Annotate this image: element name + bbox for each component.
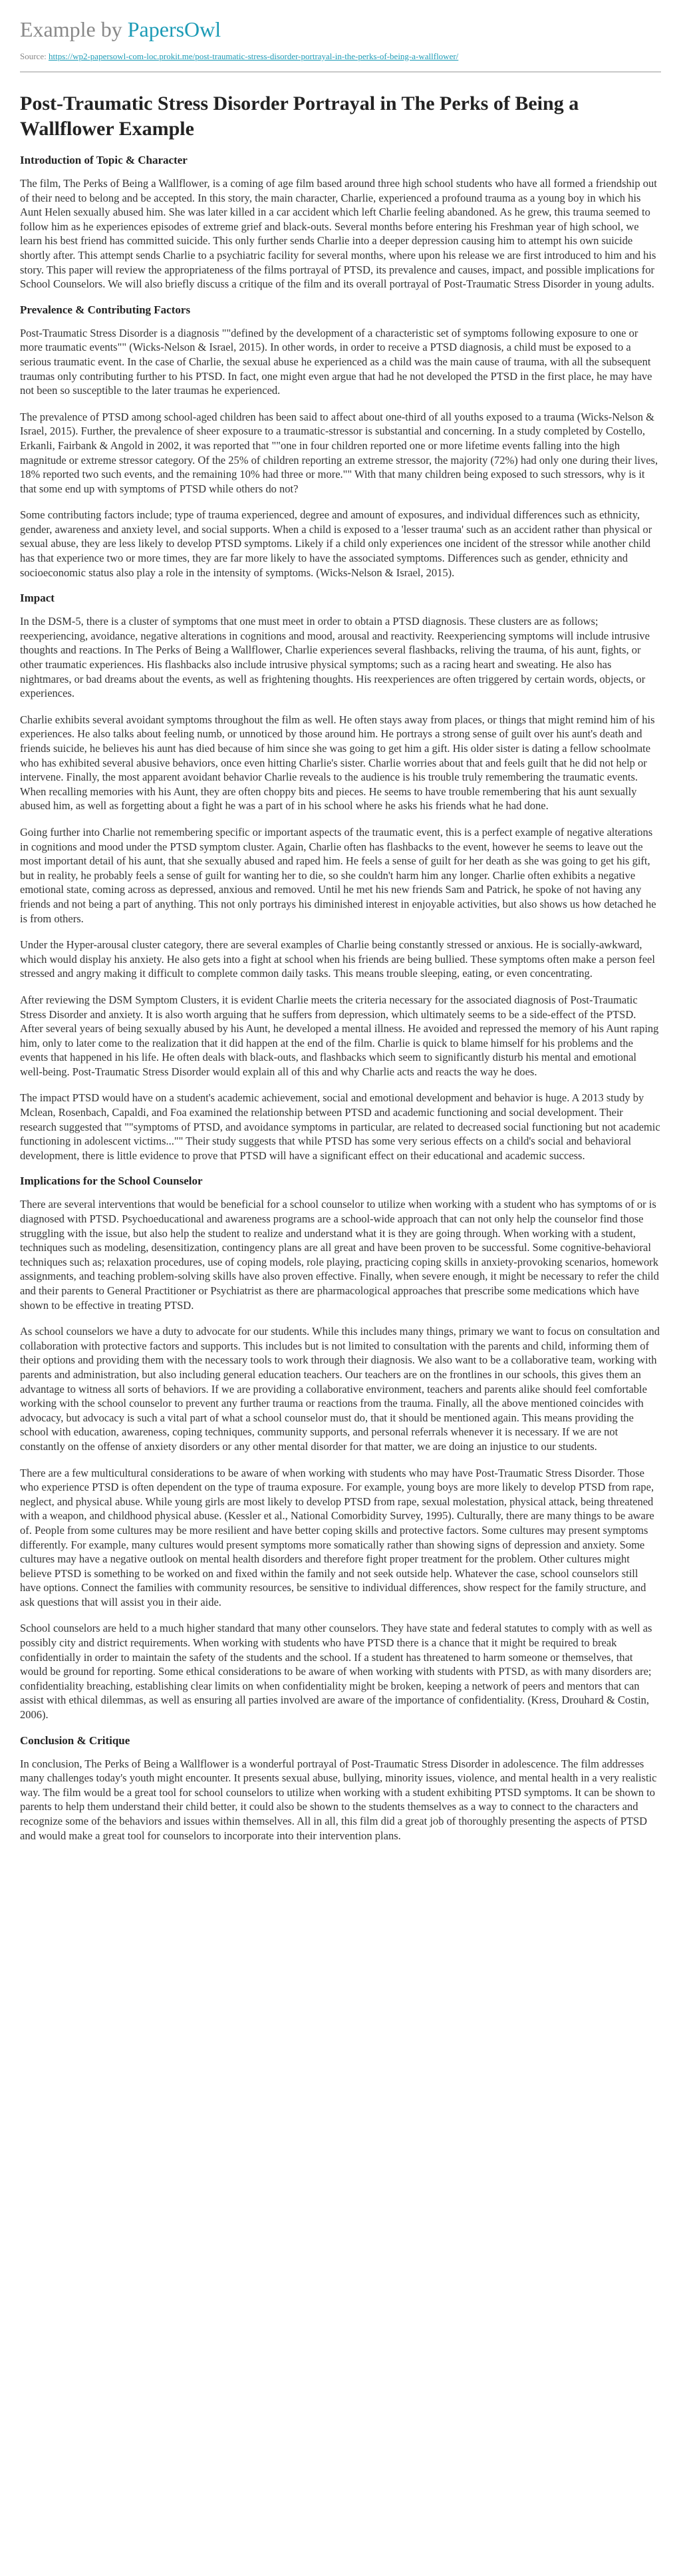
source-line xyxy=(20,51,661,62)
paragraph: Post-Traumatic Stress Disorder is a diagnosis ""defined by the development of a characteristic set of symptoms following exposure to one or more traumatic events"" (Wicks-Nelson & Israel, 2015). In other words, in order to receive a PTSD diagnosis, a child must be exposed to a serious traumatic event. In the case of Charlie, the sexual abuse he experienced as a child was the main cause of trauma, with all the subsequent traumas only contributing further to his PTSD. In fact, one might even argue that had he not developed the PTSD in the first place, he may have not been so susceptible to the later traumas he experienced. xyxy=(20,326,652,397)
paragraph: Under the Hyper-arousal cluster category, there are several examples of Charlie being constantly stressed or anxious. He is socially-awkward, which would display his anxiety. He also gets into a fight at school when his friends are being bullied. These symptoms often make a person feel stressed and angry making it difficult to complete common daily tasks. This means trouble sleeping, eating, or even concentrating. xyxy=(20,938,655,980)
paragraph: There are a few multicultural considerations to be aware of when working with students who may have Post-Traumatic Stress Disorder. Those who experience PTSD is often dependent on the type of trauma exposure. For example, young boys are more likely to develop PTSD from rape, neglect, and physical abuse. While young girls are most likely to develop PTSD from rape, sexual molestation, physical attack, being threatened with a weapon, and childhood physical abuse. (Kessler et al., National Comorbidity Survey, 1995). Culturally, there are many things to be aware of. People from some cultures may be more resilient and have better coping skills and protective factors. Some cultures may present symptoms differently. For example, many cultures would present symptoms more somatically rather than showing signs of depression and anxiety. Some cultures may have a negative outlook on mental health disorders and therefore fight proper treatment for the problem. Other cultures might believe PTSD is something to be worked on and fixed within the family and not seek outside help. Whatever the case, school counselors still have options. Connect the families with community resources, be sensitive to individual differences, show respect for the family structure, and ask questions that will assist you in their aide. xyxy=(20,1466,654,1608)
source-label: Source: xyxy=(20,51,49,61)
brand-link[interactable]: PapersOwl xyxy=(127,17,221,41)
document-body xyxy=(20,154,661,1843)
paragraph: After reviewing the DSM Symptom Clusters, it is evident Charlie meets the criteria necessary for the associated diagnosis of Post-Traumatic Stress Disorder and anxiety. It is also worth arguing that he suffers from depression, which ultimately seems to be a side-effect of the PTSD. After several years of being sexually abused by his Aunt, he developed a mental illness. He avoided and repressed the memory of his Aunt raping him, only to later come to the realization that it did happen at the end of the film. Charlie is quick to blame himself for his problems and the events that happened in his life. He often deals with black-outs, and flashbacks which seem to significantly disturb his mental and emotional well-being. Post-Traumatic Stress Disorder would explain all of this and why Charlie acts and reacts the way he does. xyxy=(20,993,659,1078)
paragraph: The film, The Perks of Being a Wallflower, is a coming of age film based around three high school students who have all formed a friendship out of their need to belong and be accepted. In this story, the main character, Charlie, experienced a profound trauma as a young boy in which his Aunt Helen sexually abused him. She was later killed in a car accident which left Charlie feeling abandoned. As he grew, this trauma seemed to follow him as he experiences episodes of extreme grief and black-outs. Several months before entering his Freshman year of high school, we learn his best friend has committed suicide. This only further sends Charlie into a deeper depression causing him to attempt his own suicide shortly after. This attempt sends Charlie to a psychiatric facility for several months, where upon his release we are first introduced to him and his story. This paper will review the appropriateness of the films portrayal of PTSD, its prevalence and causes, impact, and possible implications for School Counselors. We will also briefly discuss a critique of the film and its overall portrayal of Post-Traumatic Stress Disorder in young adults. xyxy=(20,177,657,291)
paragraph: In the DSM-5, there is a cluster of symptoms that one must meet in order to obtain a PTSD diagnosis. These clusters are as follows; reexperiencing, avoidance, negative alterations in cognitions and mood, arousal and reactivity. Reexperiencing symptoms will include intrusive thoughts and reactions. In The Perks of Being a Wallflower, Charlie experiences several flashbacks, reliving the trauma, of his aunt, fights, or other traumatic experiences. His flashbacks also include intrusive physical symptoms; such as a racing heart and sweating. He also has nightmares, or bad dreams about the events, as well as frightening thoughts. His reexperiences are often triggered by certain words, objects, or experiences. xyxy=(20,615,650,700)
paragraph: Going further into Charlie not remembering specific or important aspects of the traumatic event, this is a perfect example of negative alterations in cognitions and mood under the PTSD symptom cluster. Again, Charlie often has flashbacks to the event, however he seems to leave out the most important detail of his aunt, that she sexually abused and raped him. He feels a sense of guilt for her death as she was going to get his gift, but in reality, he probably feels a sense of guilt for wanting her to die, so she couldn't harm him any longer. Charlie often exhibits a negative emotional state, coming across as depressed, anxious and removed. Until he met his new friends Sam and Patrick, he spoke of not having any friends and not being a part of anything. This not only portrays his diminished interest in enjoyable activities, but also shows us how detached he is from others. xyxy=(20,825,656,925)
paragraph: Charlie exhibits several avoidant symptoms throughout the film as well. He often stays away from places, or things that might remind him of his experiences. He also talks about feeling numb, or unnoticed by those around him. He portrays a strong sense of guilt over his aunt's death and friends suicide, he believes his aunt has died because of him since she was going to get him a gift. His older sister is dating a fellow schoolmate who has exhibited several abusive behaviors, once even hitting Charlie's sister. Charlie worries about that and feels guilt that he did not help or intervene. Finally, the most apparent avoidant behavior Charlie reveals to the audience is his trouble truly remembering the traumatic events. When recalling memories with his Aunt, they are often choppy bits and pieces. He seems to have trouble remembering that his aunt sexually abused him, as well as forgetting about a fight he was a part of in his school where he asks his friends what he had done. xyxy=(20,713,655,813)
section xyxy=(20,303,661,580)
paragraph: As school counselors we have a duty to advocate for our students. While this includes many things, primary we want to focus on consultation and collaboration with protective factors and supports. This includes but is not limited to consultation with the parents and child, informing them of their options and providing them with the necessary tools to work through their diagnosis. We also want to be a collaborative team, working with parents and administration, but also including general education teachers. Our teachers are on the frontlines in our schools, this gives them an advantage to witness all sorts of behaviors. If we are providing a collaborative environment, teachers and parents alike should feel comfortable working with the school counselor to prevent any further trauma or reactions from the trauma. Finally, all the above mentioned coincides with advocacy, but advocacy is such a vital part of what a school counselor must do, that it should be mentioned again. This means providing the school with education, awareness, coping techniques, community supports, and personal referrals whenever it is necessary. If we are not constantly on the offense of anxiety disorders or any other mental disorder for that matter, we are doing an injustice to our students. xyxy=(20,1325,660,1453)
paragraph: The prevalence of PTSD among school-aged children has been said to affect about one-third of all youths exposed to a trauma (Wicks-Nelson & Israel, 2015). Further, the prevalence of sheer exposure to a traumatic-stressor is substantial and concerning. In a study completed by Costello, Erkanli, Fairbank & Angold in 2002, it was reported that ""one in four children reported one or more lifetime events falling into the high magnitude or extreme stressor category. Of the 25% of children reporting an extreme stressor, the majority (72%) had only one during their lives, 18% reported two such events, and the remaining 10% had three or more."" With that many children being exposed to such stressors, why is it that some end up with symptoms of PTSD while others do not? xyxy=(20,410,658,495)
section xyxy=(20,1175,661,1722)
brand-prefix: Example by xyxy=(20,17,128,41)
section-heading: Impact xyxy=(20,592,55,605)
paragraph: The impact PTSD would have on a student's academic achievement, social and emotional development and behavior is huge. A 2013 study by Mclean, Rosenbach, Capaldi, and Foa examined the relationship between PTSD and academic functioning and social development. Their research suggested that ""symptoms of PTSD, and avoidance symptoms in particular, are related to decreased social functioning but not academic functioning in adolescent victims..."" Their study suggests that while PTSD has some very serious effects on a child's social and behavioral development, there is little evidence to prove that PTSD will have a significant effect on their educational and academic success. xyxy=(20,1091,660,1162)
paragraph: Some contributing factors include; type of trauma experienced, degree and amount of exposures, and individual differences such as ethnicity, gender, awareness and anxiety level, and social supports. When a child is exposed to a 'lesser trauma' such as an accident rather than physical or sexual abuse, they are less likely to develop PTSD symptoms. Likely if a child only experiences one incident of the stressor while another child has that experience two or more times, they are far more likely to have the associated symptoms. Differences such as gender, ethnicity and socioeconomic status also play a role in the intensity of symptoms. (Wicks-Nelson & Israel, 2015). xyxy=(20,508,652,579)
paragraph: There are several interventions that would be beneficial for a school counselor to utilize when working with a student who has symptoms of or is diagnosed with PTSD. Psychoeducational and awareness programs are a school-wide approach that can not only help the counselor find those struggling with the issue, but also help the student to realize and understand what it is they are going through. When working with a student, techniques such as modeling, desensitization, contingency plans are all great and have been proven to be successful. Some cognitive-behavioral techniques such as; relaxation procedures, use of coping models, role playing, practicing coping skills in anxiety-provoking scenarios, homework assignments, and teaching problem-solving skills have also proven effective. Finally, when severe enough, it might be necessary to refer the child and their parents to General Practitioner or Psychiatrist as there are pharmacological approaches that prescribe some medications which have shown to be effective in treating PTSD. xyxy=(20,1198,659,1312)
section xyxy=(20,154,661,291)
section-heading: Prevalence & Contributing Factors xyxy=(20,303,191,316)
brand-title xyxy=(20,16,661,43)
paragraph: In conclusion, The Perks of Being a Wallflower is a wonderful portrayal of Post-Traumatic Stress Disorder in adolescence. The film addresses many challenges today's youth might encounter. It presents sexual abuse, bullying, minority issues, violence, and mental health in a very realistic way. The film would be a great tool for school counselors to utilize when working with a student exhibiting PTSD symptoms. It can be shown to parents to help them understand their child better, it could also be shown to the students themselves as a way to connect to the characters and recognize some of the behaviors and issues within themselves. All in all, this film did a great job of thoroughly presenting the aspects of PTSD and would make a great tool for counselors to incorporate into their intervention plans. xyxy=(20,1757,657,1842)
section xyxy=(20,592,661,1163)
header-divider xyxy=(20,71,661,73)
section-heading: Introduction of Topic & Character xyxy=(20,154,188,166)
paragraph: School counselors are held to a much higher standard that many other counselors. They have state and federal statutes to comply with as well as possibly city and district requirements. When working with students who have PTSD there is a chance that it might be required to break confidentially in order to maintain the safety of the students and the school. If a student has threatened to harm someone or themselves, that would be ground for reporting. Some ethical considerations to be aware of when working with students with PTSD, as with many disorders are; confidentiality breaching, establishing clear limits on when confidentiality might be broken, keeping a network of peers and mentors that can assist with ethical dilemmas, as well as ensuring all parties involved are aware of the importance of confidentiality. (Kress, Drouhard & Costin, 2006). xyxy=(20,1622,652,1722)
section-heading: Implications for the School Counselor xyxy=(20,1175,203,1188)
source-link[interactable]: https://wp2-papersowl-com-loc.prokit.me/post-traumatic-stress-disorder-portrayal-in-the-perks-of-being-a-wallflower/ xyxy=(48,51,459,61)
section xyxy=(20,1734,661,1843)
page-title: Post-Traumatic Stress Disorder Portrayal in The Perks of Being a Wallflower Example xyxy=(20,92,579,140)
section-heading: Conclusion & Critique xyxy=(20,1734,130,1747)
